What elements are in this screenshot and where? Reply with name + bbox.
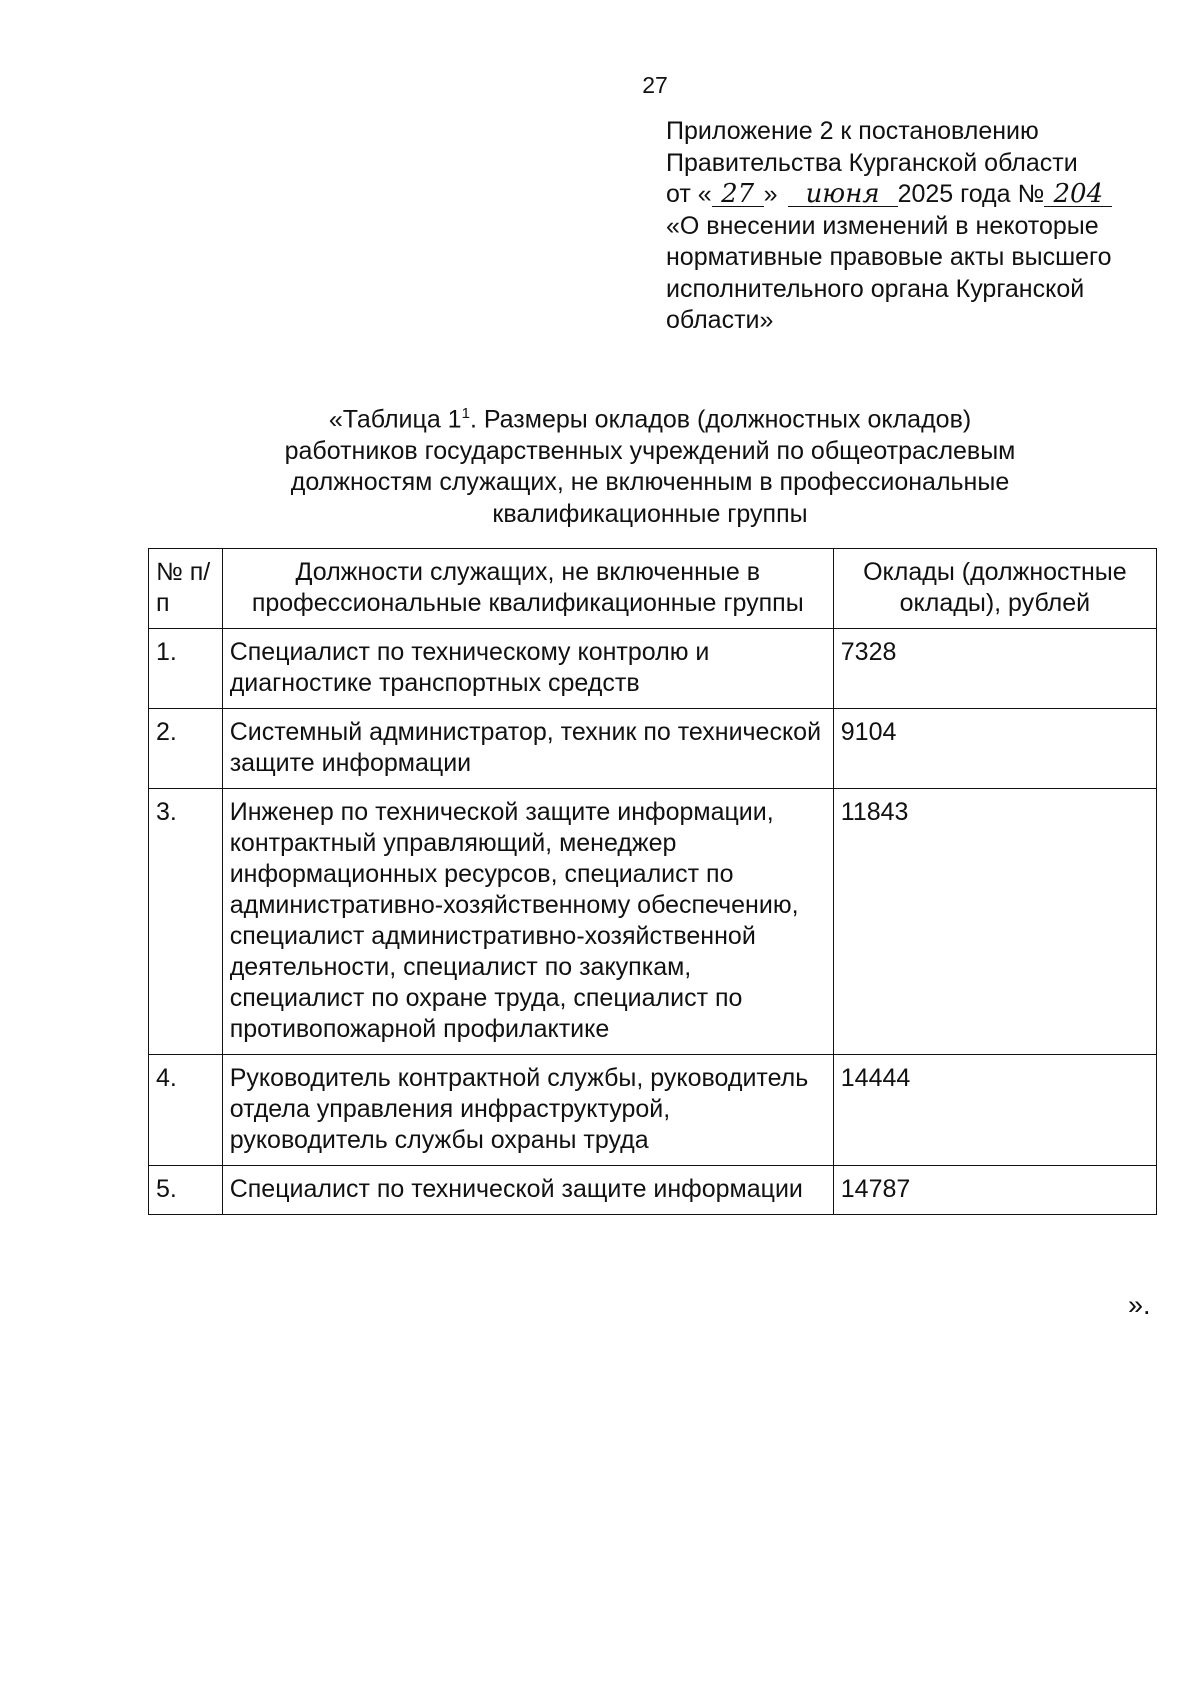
row-num: 4. [149,1055,223,1166]
table-row [149,709,1157,789]
appendix-line-2: Правительства Курганской области [666,148,1078,177]
handwritten-day: 27 [712,182,764,207]
row-num: 2. [149,709,223,789]
row-salary: 11843 [833,789,1156,1055]
date-year-text: 2025 года № [897,180,1045,208]
appendix-date-line [666,179,1166,211]
closing-quote: ». [1128,1290,1151,1320]
row-salary: 14444 [833,1055,1156,1166]
table-row [149,789,1157,1055]
appendix-line-1: Приложение 2 к постановлению [666,117,1039,145]
appendix-title-line-4: области» [666,306,774,334]
row-salary: 9104 [833,709,1156,789]
table-title-line-2: работников государственных учреждений по общеотраслевым [284,436,1016,465]
row-position: Инженер по технической защите информации, контрактный управляющий, менеджер информационных ресурсов, специалист по административно-хозяйственному обеспечению, специалист административно-хозяйственной деятельности, специалист по закупкам, специалист по охране труда, специалист по противопожарной профилактике [222,789,833,1055]
appendix-title-line-1: «О внесении изменений в некоторые [666,211,1099,240]
row-position: Руководитель контрактной службы, руководитель отдела управления инфраструктурой, руководитель службы охраны труда [222,1055,833,1166]
table-title-line-4: квалификационные группы [492,499,808,528]
row-position: Системный администратор, техник по технической защите информации [222,709,833,789]
handwritten-decree-number: 204 [1044,182,1112,207]
table-title-line-1 [200,398,1100,436]
appendix-block [666,116,1166,337]
date-prefix: от « [666,180,712,208]
handwritten-month: июня [788,182,898,207]
row-salary: 14787 [833,1166,1156,1215]
row-position: Специалист по техническому контролю и диагностике транспортных средств [222,629,833,709]
row-num: 5. [149,1166,223,1215]
appendix-title-line-2: нормативные правовые акты высшего [666,243,1112,271]
salary-table [148,548,1157,1215]
table-title-superscript: 1 [461,405,470,422]
table-row [149,629,1157,709]
table-header-row [149,549,1157,629]
header-salary: Оклады (должностные оклады), рублей [833,549,1156,629]
table-title-suffix: . Размеры окладов (должностных окладов) [469,405,972,434]
table-title-line-3: должностям служащих, не включенным в профессиональные [290,468,1010,497]
table-row [149,1055,1157,1166]
row-salary: 7328 [833,629,1156,709]
table-title-prefix: «Таблица 1 [328,405,462,434]
page-number: 27 [642,72,668,98]
row-num: 3. [149,789,223,1055]
header-num: № п/п [149,549,223,629]
appendix-title-line-3: исполнительного органа Курганской [666,274,1085,303]
table-title [200,398,1100,530]
header-position: Должности служащих, не включенные в профессиональные квалификационные группы [222,549,833,629]
row-position: Специалист по технической защите информации [222,1166,833,1215]
date-mid: » [763,180,778,208]
row-num: 1. [149,629,223,709]
table-row [149,1166,1157,1215]
